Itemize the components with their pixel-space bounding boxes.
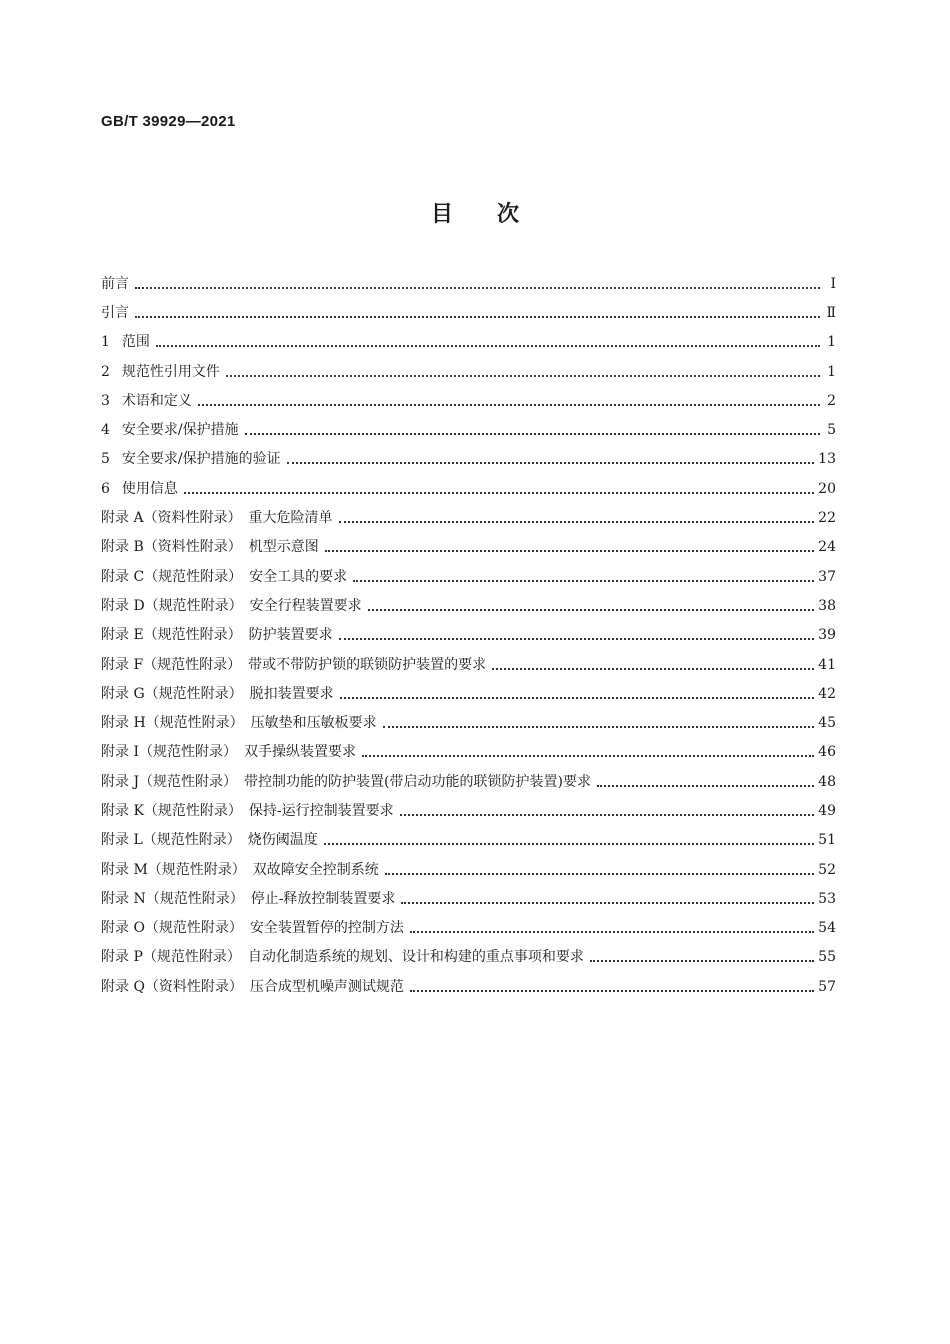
toc-entry-text: 前言 <box>101 275 129 292</box>
toc-dot-leader <box>590 948 814 966</box>
toc-entry-page: 52 <box>818 861 836 878</box>
toc-entry-label <box>101 538 319 556</box>
toc-entry-text: 使用信息 <box>121 480 178 497</box>
toc-dot-leader <box>184 480 814 498</box>
toc-entry-label <box>101 861 379 879</box>
toc-entry-label <box>101 480 178 498</box>
toc-entry-page: 54 <box>818 920 836 937</box>
toc-entry-page: 51 <box>818 832 836 849</box>
toc-dot-leader <box>353 568 814 586</box>
toc-entry-label <box>101 773 591 791</box>
toc-entry-page: 13 <box>818 451 836 468</box>
toc-entry-text: 附录 N（规范性附录） 停止-释放控制装置要求 <box>101 890 396 907</box>
toc-entry[interactable] <box>101 386 836 415</box>
toc-entry[interactable] <box>101 738 836 767</box>
toc-entry[interactable] <box>101 445 836 474</box>
toc-entry[interactable] <box>101 679 836 708</box>
toc-entry-text: 附录 D（规范性附录） 安全行程装置要求 <box>101 597 362 614</box>
toc-dot-leader <box>362 743 814 761</box>
toc-entry[interactable] <box>101 533 836 562</box>
toc-entry-label <box>101 568 347 586</box>
toc-dot-leader <box>198 392 820 410</box>
toc-dot-leader <box>340 685 815 703</box>
toc-entry[interactable] <box>101 972 836 1001</box>
toc-dot-leader <box>339 509 815 527</box>
toc-dot-leader <box>410 919 814 937</box>
toc-entry-text: 附录 L（规范性附录） 烧伤阈温度 <box>101 832 318 849</box>
toc-entry-text: 安全要求/保护措施的验证 <box>121 451 281 468</box>
toc-entry[interactable] <box>101 503 836 532</box>
toc-dot-leader <box>401 890 814 908</box>
toc-entry-text: 附录 G（规范性附录） 脱扣装置要求 <box>101 685 334 702</box>
table-of-contents <box>101 269 836 1001</box>
toc-dot-leader <box>156 333 820 351</box>
toc-entry-label <box>101 450 281 468</box>
toc-entry[interactable] <box>101 591 836 620</box>
toc-entry-text: 范围 <box>121 334 150 351</box>
toc-dot-leader <box>597 773 814 791</box>
toc-entry-page: 24 <box>818 539 836 556</box>
toc-entry-text: 附录 F（规范性附录） 带或不带防护锁的联锁防护装置的要求 <box>101 656 487 673</box>
toc-entry-label <box>101 392 192 410</box>
toc-entry-page: Ⅱ <box>826 304 836 321</box>
toc-entry-text: 术语和定义 <box>121 392 192 409</box>
toc-entry-page: 42 <box>818 685 836 702</box>
toc-entry-page: 22 <box>818 510 836 527</box>
toc-entry[interactable] <box>101 415 836 444</box>
toc-dot-leader <box>245 421 820 439</box>
toc-entry-label <box>101 831 318 849</box>
toc-entry-label <box>101 656 486 674</box>
toc-entry[interactable] <box>101 943 836 972</box>
toc-entry[interactable] <box>101 328 836 357</box>
toc-entry-text: 安全要求/保护措施 <box>121 422 239 439</box>
toc-entry[interactable] <box>101 796 836 825</box>
toc-dot-leader <box>325 538 814 556</box>
toc-entry-page: 1 <box>827 334 836 351</box>
toc-entry-label <box>101 948 584 966</box>
toc-entry[interactable] <box>101 708 836 737</box>
toc-entry-label <box>101 626 333 644</box>
toc-entry-text: 附录 B（资料性附录） 机型示意图 <box>101 539 319 556</box>
toc-entry-page: 5 <box>827 422 836 439</box>
toc-entry[interactable] <box>101 562 836 591</box>
page-title: 目次 <box>430 202 563 227</box>
toc-entry[interactable] <box>101 767 836 796</box>
toc-entry[interactable] <box>101 855 836 884</box>
toc-entry-text: 引言 <box>101 304 129 321</box>
toc-entry-page: 53 <box>818 890 836 907</box>
toc-entry-label <box>101 275 129 293</box>
toc-entry-text: 附录 Q（资料性附录） 压合成型机噪声测试规范 <box>101 978 404 995</box>
toc-entry[interactable] <box>101 298 836 327</box>
toc-entry-page: 48 <box>818 773 836 790</box>
toc-entry-page: 57 <box>818 978 836 995</box>
toc-entry-label <box>101 304 129 322</box>
toc-entry[interactable] <box>101 650 836 679</box>
toc-entry-number: 5 <box>101 451 110 468</box>
toc-dot-leader <box>287 450 815 468</box>
toc-entry-page: 41 <box>818 656 836 673</box>
toc-entry-label <box>101 509 333 527</box>
toc-entry-text: 附录 K（规范性附录） 保持-运行控制装置要求 <box>101 802 394 819</box>
toc-entry-page: 55 <box>818 949 836 966</box>
toc-entry-number: 6 <box>101 480 110 497</box>
toc-dot-leader <box>226 363 820 381</box>
toc-entry-text: 附录 J（规范性附录） 带控制功能的防护装置(带启动功能的联锁防护装置)要求 <box>101 773 591 790</box>
toc-entry-page: 45 <box>818 715 836 732</box>
toc-entry[interactable] <box>101 914 836 943</box>
toc-entry-text: 附录 M（规范性附录） 双故障安全控制系统 <box>101 861 379 878</box>
toc-entry-page: 38 <box>818 597 836 614</box>
toc-entry-text: 附录 I（规范性附录） 双手操纵装置要求 <box>101 744 356 761</box>
toc-entry-text: 附录 C（规范性附录） 安全工具的要求 <box>101 568 348 585</box>
toc-entry[interactable] <box>101 621 836 650</box>
toc-entry-page: 39 <box>818 627 836 644</box>
toc-entry[interactable] <box>101 357 836 386</box>
toc-entry-number: 2 <box>101 363 110 380</box>
toc-dot-leader <box>410 978 814 996</box>
toc-entry-page: 37 <box>818 568 836 585</box>
toc-entry-page: 20 <box>818 480 836 497</box>
toc-dot-leader <box>135 304 820 322</box>
toc-entry-label <box>101 919 404 937</box>
toc-dot-leader <box>385 861 814 879</box>
toc-entry-number: 1 <box>101 334 110 351</box>
toc-entry-page: 46 <box>818 744 836 761</box>
toc-entry-text: 附录 A（资料性附录） 重大危险清单 <box>101 510 333 527</box>
toc-entry-text: 附录 O（规范性附录） 安全装置暂停的控制方法 <box>101 920 404 937</box>
toc-entry-text: 附录 H（规范性附录） 压敏垫和压敏板要求 <box>101 715 377 732</box>
toc-entry-number: 4 <box>101 422 110 439</box>
toc-dot-leader <box>324 831 814 849</box>
toc-entry-text: 规范性引用文件 <box>121 363 220 380</box>
toc-entry-label <box>101 597 362 615</box>
toc-entry[interactable] <box>101 474 836 503</box>
toc-entry[interactable] <box>101 826 836 855</box>
toc-dot-leader <box>135 275 820 293</box>
toc-entry-label <box>101 978 404 996</box>
toc-entry-label <box>101 743 356 761</box>
toc-dot-leader <box>368 597 814 615</box>
document-code: GB/T 39929—2021 <box>101 113 236 130</box>
toc-entry-label <box>101 685 334 703</box>
toc-dot-leader <box>492 656 814 674</box>
toc-entry[interactable] <box>101 269 836 298</box>
toc-entry-label <box>101 333 150 351</box>
toc-entry[interactable] <box>101 884 836 913</box>
toc-entry-page: 1 <box>827 363 836 380</box>
toc-entry-label <box>101 890 395 908</box>
toc-entry-text: 附录 P（规范性附录） 自动化制造系统的规划、设计和构建的重点事项和要求 <box>101 949 584 966</box>
toc-dot-leader <box>383 714 815 732</box>
toc-entry-page: 49 <box>818 802 836 819</box>
toc-entry-label <box>101 802 394 820</box>
toc-entry-number: 3 <box>101 392 110 409</box>
toc-entry-label <box>101 421 239 439</box>
toc-entry-label <box>101 714 377 732</box>
toc-entry-text: 附录 E（规范性附录） 防护装置要求 <box>101 627 333 644</box>
toc-entry-page: Ⅰ <box>830 275 836 292</box>
toc-dot-leader <box>339 626 815 644</box>
toc-entry-page: 2 <box>827 392 836 409</box>
toc-dot-leader <box>400 802 815 820</box>
toc-entry-label <box>101 363 220 381</box>
